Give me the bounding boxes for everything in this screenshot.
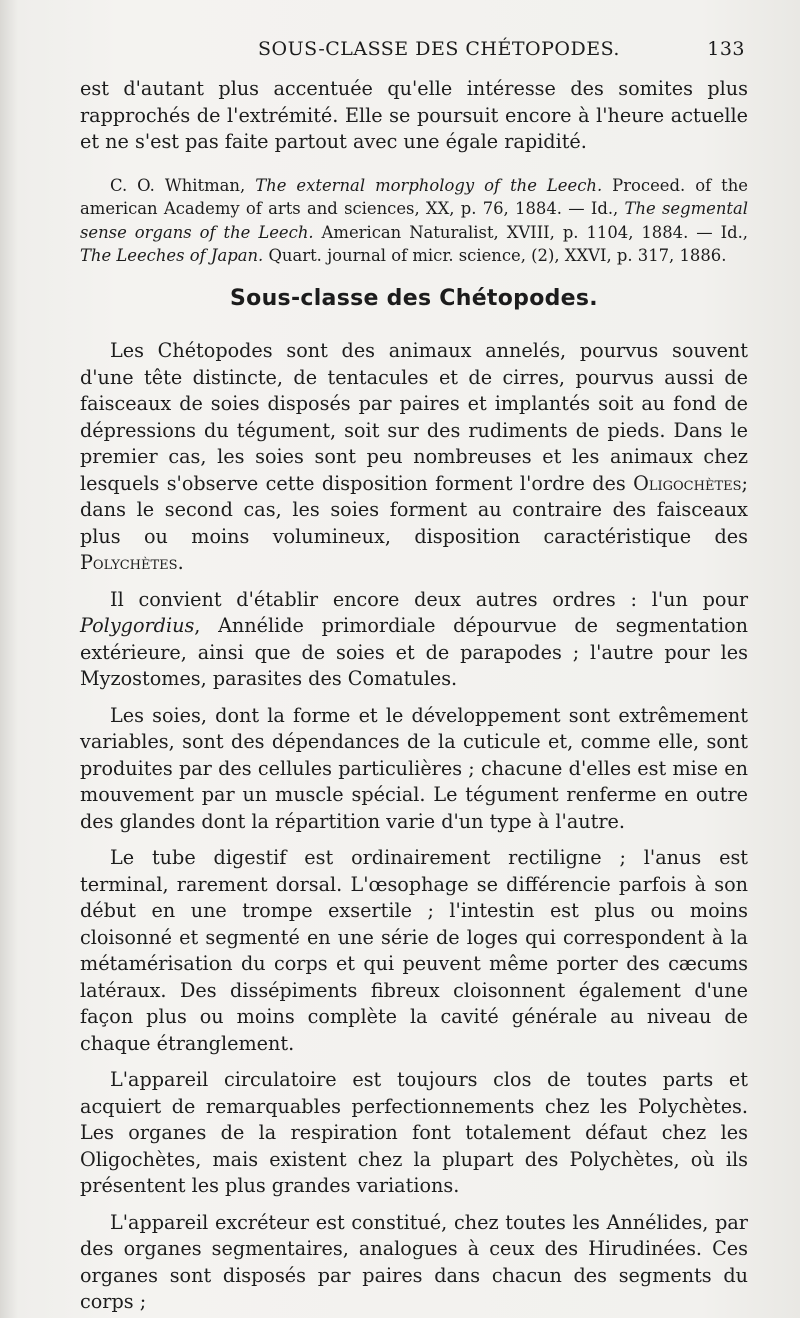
paragraph-appareil-excreteur: L'appareil excréteur est constitué, chez toutes les Annélides, par des organes segmentaires, analogues à ceux des Hirudinées. Ces organes sont disposés par paires dans chacun des segments du corps ; xyxy=(80,1210,748,1313)
paragraph-text: . xyxy=(177,551,184,574)
paragraph-text: , Annélide primordiale dépourvue de segmentation extérieure, ainsi que de soies et de parapodes ; l'autre pour les Myzostomes, parasites des Comatules. xyxy=(80,614,748,690)
page-number: 133 xyxy=(707,38,745,60)
paragraph-tube-digestif: Le tube digestif est ordinairement rectiligne ; l'anus est terminal, rarement dorsal. L'œsophage se différencie parfois à son début en une trompe exsertile ; l'intestin est plus ou moins cloisonné et segmenté en une série de loges qui correspondent à la métamérisation du corps et qui peuvent même porter des cæcums latéraux. Des dissépiments fibreux cloisonnent également d'une façon plus ou moins complète la cavité générale au niveau de chaque étranglement. xyxy=(80,846,748,1055)
paragraph-other-orders xyxy=(80,587,748,693)
paragraph-text: Il convient d'établir encore deux autres ordres : l'un pour xyxy=(110,587,748,611)
citation-title-3: The Leeches of Japan. xyxy=(80,246,264,265)
order-name-polychetes: Polychètes xyxy=(80,551,178,574)
paragraph-appareil-circulatoire: L'appareil circulatoire est toujours clos de toutes parts et acquiert de remarquables perfectionnements chez les Polychètes. Les organes de la respiration font totalement défaut chez les Oligochètes, mais existent chez la plupart des Polychètes, où ils présentent les plus grandes variations. xyxy=(80,1068,748,1197)
citation-title-2: The segmental sense organs of the Leech. xyxy=(80,199,749,242)
running-title: SOUS-CLASSE DES CHÉTOPODES. xyxy=(258,38,620,60)
order-name-oligochetes: Oligochètes xyxy=(633,471,742,495)
citation-source-1: Proceed. of the american Academy of arts and sciences, XX, p. 76, 1884. — Id., xyxy=(80,175,748,218)
genus-name-polygordius: Polygordius xyxy=(80,614,195,637)
continuation-paragraph: est d'autant plus accentuée qu'elle intéresse des somites plus rapprochés de l'extrémité. Elle se poursuit encore à l'heure actuelle et ne s'est pas faite partout avec une égale rapidité. xyxy=(80,77,748,153)
page-header xyxy=(80,38,745,66)
paragraph-chetopodes-definition xyxy=(80,338,748,577)
body-text xyxy=(80,76,748,1316)
paragraph-soies: Les soies, dont la forme et le développement sont extrêmement variables, sont des dépendances de la cuticule et, comme elle, sont produites par des cellules particulières ; chacune d'elles est mise en mouvement par un muscle spécial. Le tégument renferme en outre des glandes dont la répartition varie d'un type à l'autre. xyxy=(80,703,748,833)
section-title: Sous-classe des Chétopodes. xyxy=(230,285,598,311)
paragraph-text: Les Chétopodes sont des animaux annelés, pourvus souvent d'une tête distincte, de tentacules et de cirres, pourvus aussi de faisceaux de soies disposés par paires et implantés soit au fond de dépressions du tégument, soit sur des rudiments de pieds. Dans le premier cas, les soies sont peu nombreuses et les animaux chez lesquels s'observe cette disposition forment l'ordre des xyxy=(80,339,748,495)
citation-paragraph xyxy=(80,174,748,268)
citation-source-3: Quart. journal of micr. science, (2), XXVI, p. 317, 1886. xyxy=(263,246,727,265)
paragraph-text: ; dans le second cas, les soies forment au contraire des faisceaux plus ou moins volumineux, disposition caractéristique des xyxy=(80,471,748,548)
citation-title-1: The external morphology of the Leech. xyxy=(255,175,603,195)
citation-author: C. O. Whitman, xyxy=(110,175,256,195)
citation-source-2: American Naturalist, XVIII, p. 1104, 1884. — Id., xyxy=(313,222,749,242)
